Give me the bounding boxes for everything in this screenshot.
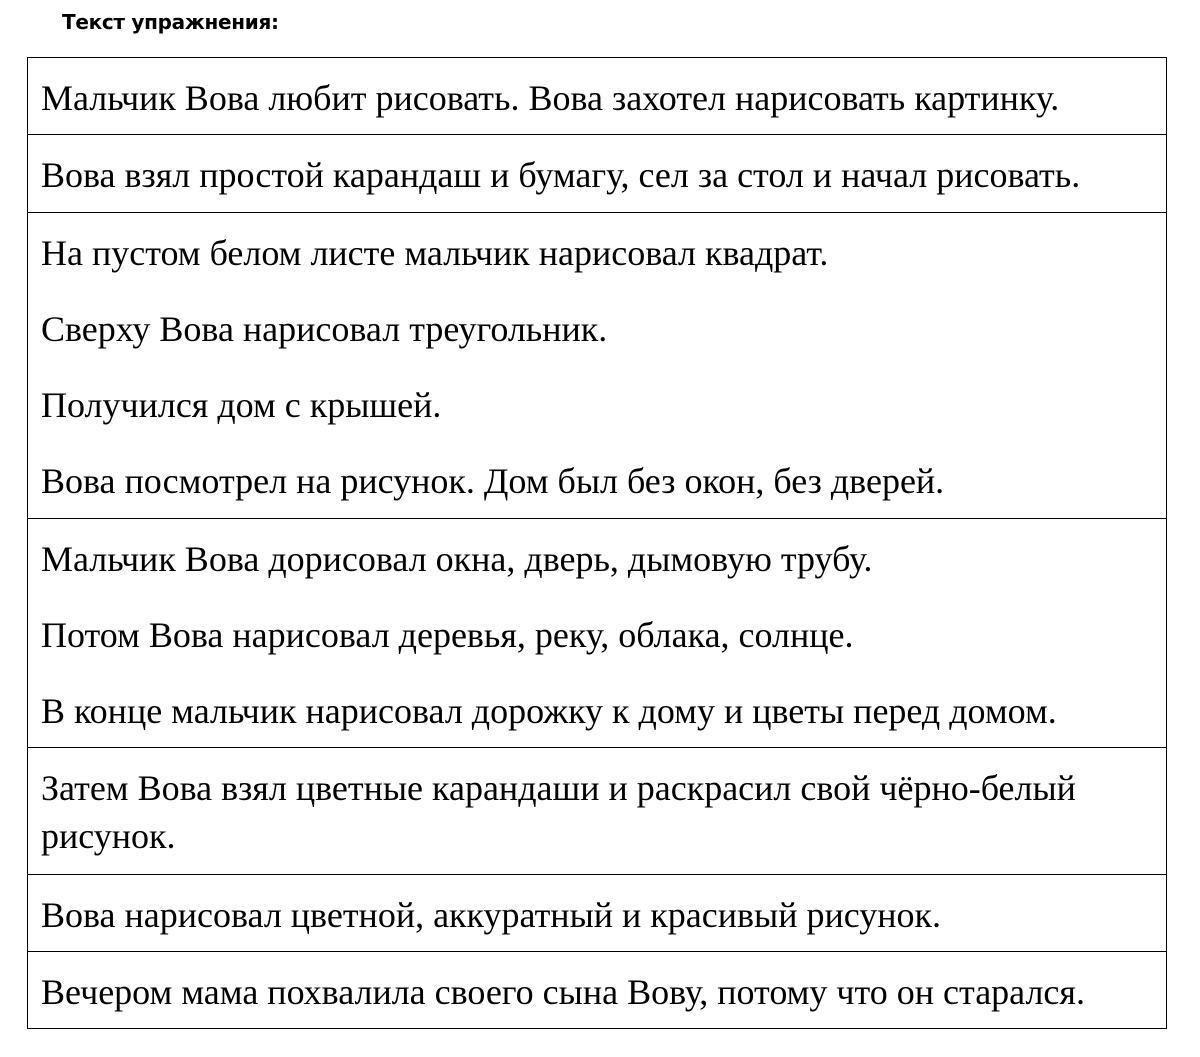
sentence-line: Получился дом с крышей. bbox=[41, 385, 442, 425]
sentence-line: Вова взял простой карандаш и бумагу, сел за стол и начал рисовать. bbox=[41, 155, 1081, 195]
sentence-line: Затем Вова взял цветные карандаши и раскрасил свой чёрно-белый рисунок. bbox=[41, 768, 1076, 856]
sentence-line: Вова нарисовал цветной, аккуратный и красивый рисунок. bbox=[41, 895, 941, 935]
table-row bbox=[28, 951, 1166, 1028]
sentence-line: В конце мальчик нарисовал дорожку к дому и цветы перед домом. bbox=[41, 691, 1057, 731]
sentence-line: Сверху Вова нарисовал треугольник. bbox=[41, 309, 608, 349]
sentence-line: Потом Вова нарисовал деревья, реку, облака, солнце. bbox=[41, 615, 854, 655]
exercise-heading: Текст упражнения: bbox=[62, 10, 279, 34]
table-row bbox=[28, 518, 1166, 747]
sentence-line: Мальчик Вова дорисовал окна, дверь, дымовую трубу. bbox=[41, 539, 873, 579]
sentence-line: На пустом белом листе мальчик нарисовал квадрат. bbox=[41, 233, 829, 273]
sentence-line: Мальчик Вова любит рисовать. Вова захотел нарисовать картинку. bbox=[41, 78, 1060, 118]
table-row bbox=[28, 874, 1166, 951]
table-row bbox=[28, 212, 1166, 518]
table-row bbox=[28, 747, 1166, 874]
table-row bbox=[28, 58, 1166, 134]
sentence-line: Вова посмотрел на рисунок. Дом был без окон, без дверей. bbox=[41, 461, 945, 501]
table-row bbox=[28, 134, 1166, 212]
sentence-line: Вечером мама похвалила своего сына Вову, потому что он старался. bbox=[41, 972, 1085, 1012]
exercise-text-table bbox=[27, 57, 1167, 1029]
